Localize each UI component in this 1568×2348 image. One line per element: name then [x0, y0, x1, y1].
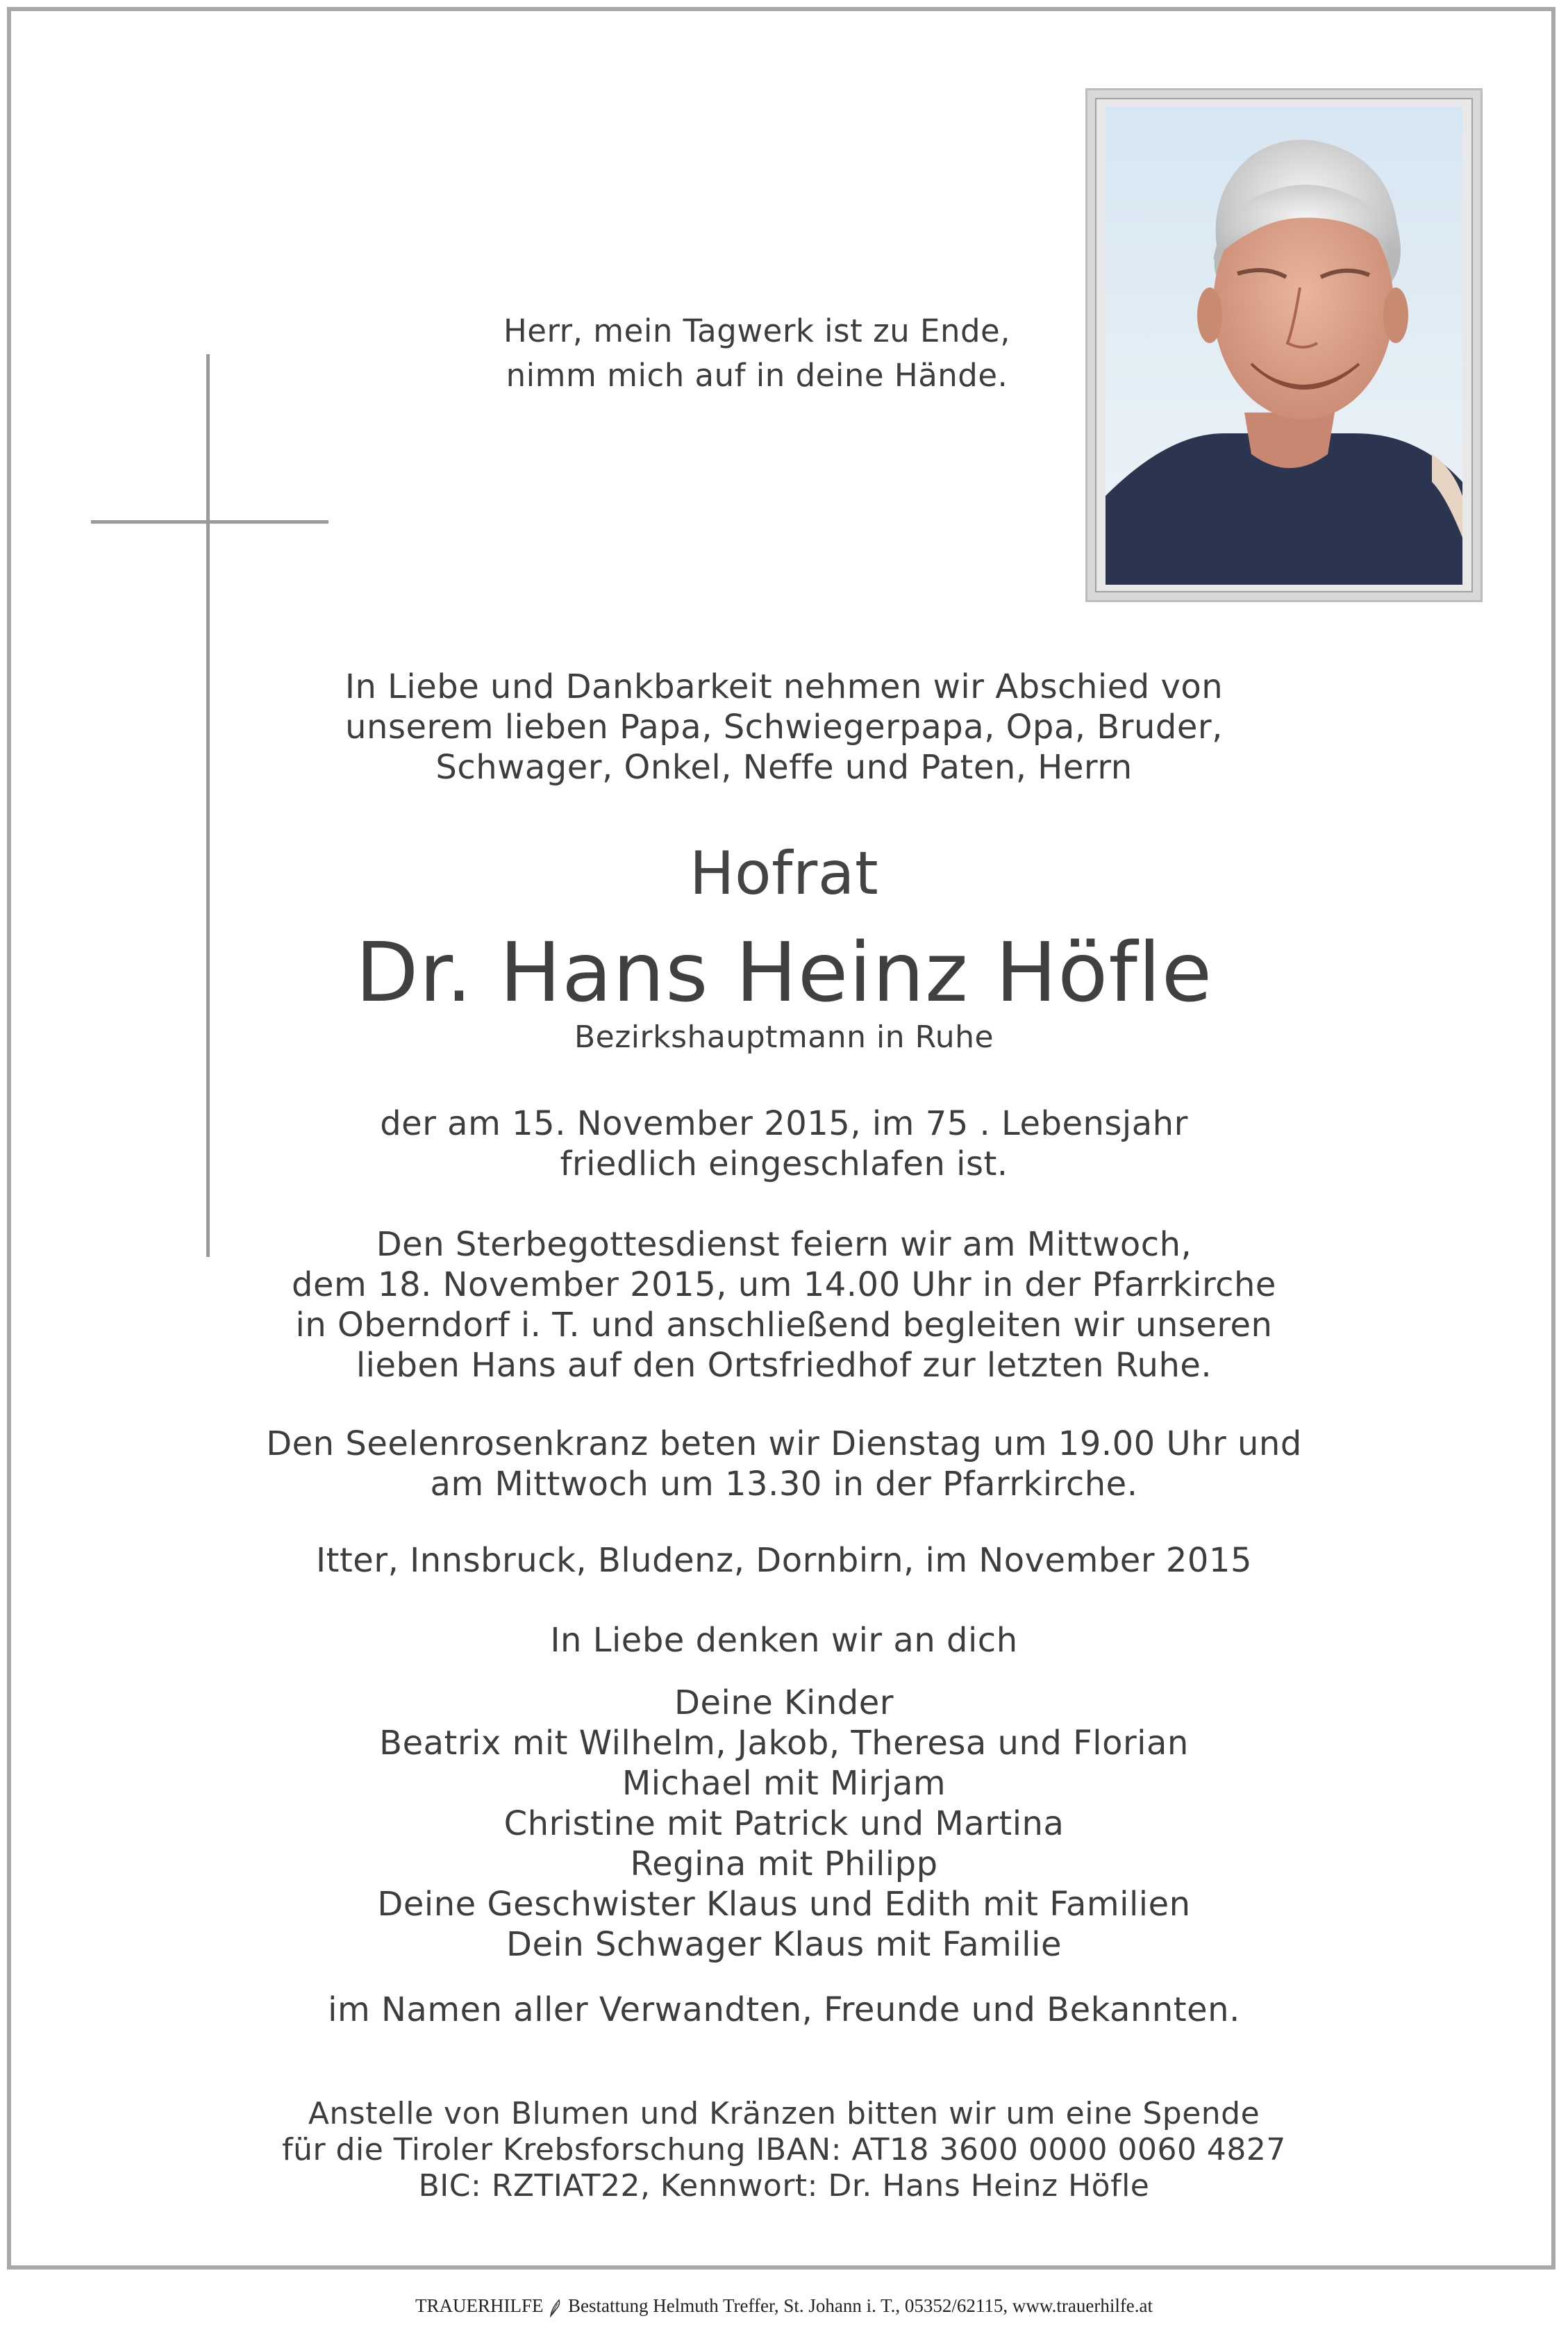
donation-notice	[0, 2096, 1568, 2204]
rosary-notice	[0, 1424, 1568, 1504]
mourner-line: Michael mit Mirjam	[622, 1764, 946, 1803]
closing-line: im Namen aller Verwandten, Freunde und Bekannten.	[328, 1990, 1240, 2029]
death-line: der am 15. November 2015, im 75 . Lebensjahr	[380, 1104, 1188, 1143]
poem-line: Herr, mein Tagwerk ist zu Ende,	[503, 313, 1011, 349]
poem-line: nimm mich auf in deine Hände.	[506, 357, 1008, 394]
rosary-line: Den Seelenrosenkranz beten wir Dienstag um 19.00 Uhr und	[266, 1424, 1302, 1463]
remembrance-line: In Liebe denken wir an dich	[550, 1621, 1018, 1660]
mourners-list	[0, 1683, 1568, 1965]
funeral-notice	[0, 1224, 1568, 1385]
intro-line: Schwager, Onkel, Neffe und Paten, Herrn	[435, 748, 1133, 787]
donation-line: BIC: RZTIAT22, Kennwort: Dr. Hans Heinz Höfle	[418, 2168, 1150, 2204]
deceased-title: Hofrat	[689, 839, 879, 908]
cross-icon-horizontal	[91, 520, 328, 524]
intro-line: unserem lieben Papa, Schwiegerpapa, Opa, Bruder,	[345, 708, 1223, 747]
intro-line: In Liebe und Dankbarkeit nehmen wir Abschied von	[344, 667, 1224, 706]
mourner-line: Deine Geschwister Klaus und Edith mit Familien	[377, 1885, 1191, 1924]
poem	[299, 309, 1215, 398]
death-line: friedlich eingeschlafen ist.	[560, 1144, 1008, 1183]
place-date: Itter, Innsbruck, Bludenz, Dornbirn, im November 2015	[316, 1541, 1252, 1580]
intro-text	[0, 667, 1568, 788]
footer-text: Bestattung Helmuth Treffer, St. Johann i. T., 05352/62115, www.trauerhilfe.at	[567, 2295, 1153, 2316]
funeral-line: lieben Hans auf den Ortsfriedhof zur letzten Ruhe.	[356, 1346, 1212, 1385]
funeral-line: in Oberndorf i. T. und anschließend begleiten wir unseren	[295, 1306, 1273, 1344]
footer-brand: TRAUERHILFE	[415, 2295, 544, 2316]
deceased-profession: Bezirkshauptmann in Ruhe	[574, 1019, 994, 1055]
funeral-line: Den Sterbegottesdienst feiern wir am Mittwoch,	[376, 1225, 1192, 1264]
donation-line: für die Tiroler Krebsforschung IBAN: AT18 3600 0000 0060 4827	[282, 2132, 1286, 2167]
donation-line: Anstelle von Blumen und Kränzen bitten wir um eine Spende	[308, 2096, 1260, 2131]
feather-icon	[548, 2298, 563, 2317]
mourner-line: Dein Schwager Klaus mit Familie	[506, 1925, 1062, 1964]
mourner-line: Christine mit Patrick und Martina	[503, 1804, 1065, 1843]
death-notice	[0, 1104, 1568, 1184]
funeral-line: dem 18. November 2015, um 14.00 Uhr in der Pfarrkirche	[292, 1265, 1276, 1304]
mourner-line: Beatrix mit Wilhelm, Jakob, Theresa und Florian	[379, 1724, 1189, 1763]
mourner-line: Regina mit Philipp	[630, 1845, 938, 1883]
mourner-line: Deine Kinder	[674, 1683, 894, 1722]
rosary-line: am Mittwoch um 13.30 in der Pfarrkirche.	[430, 1465, 1138, 1504]
deceased-name: Dr. Hans Heinz Höfle	[355, 924, 1213, 1020]
footer	[0, 2295, 1568, 2317]
